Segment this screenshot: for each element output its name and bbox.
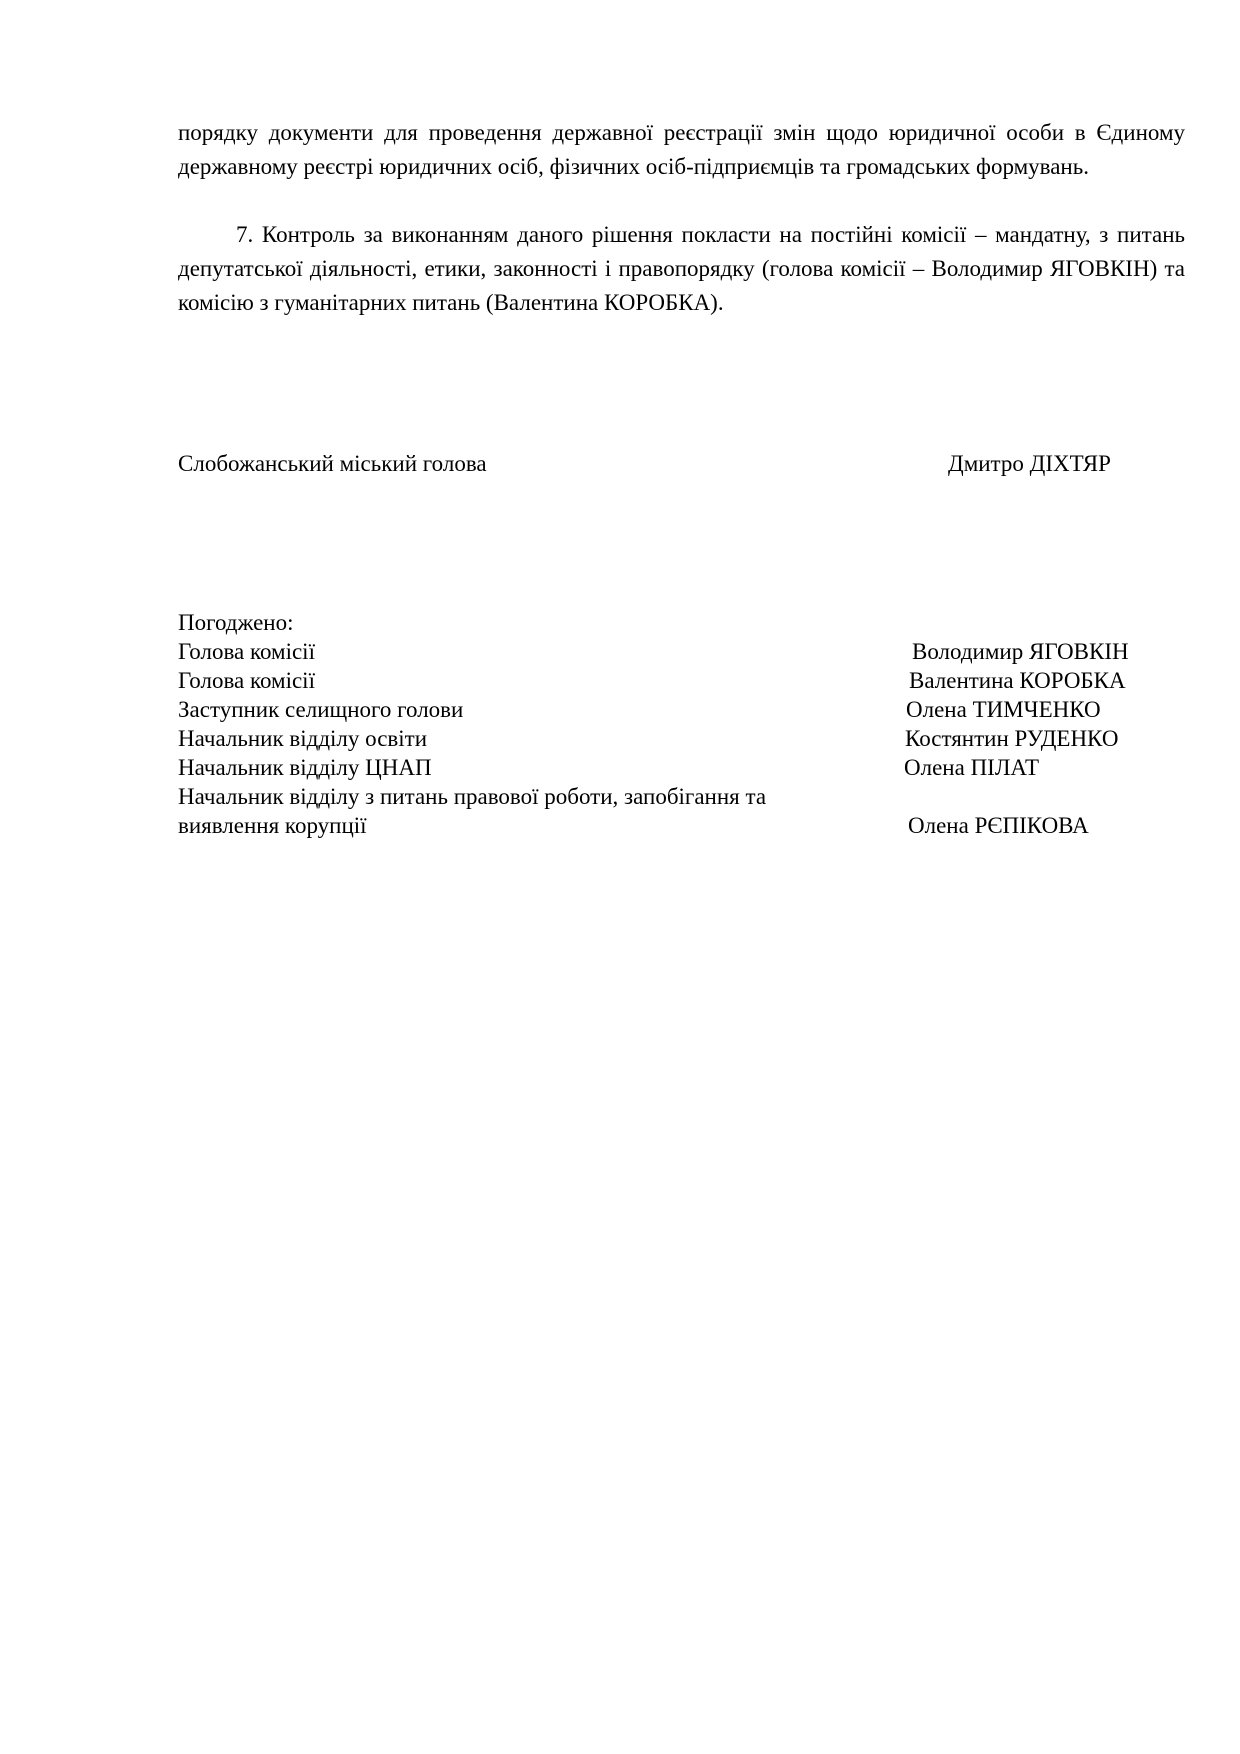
mayor-signature-line: [178, 447, 1178, 481]
approval-row-position: Заступник селищного голови: [178, 697, 464, 722]
approval-row-name: Костянтин РУДЕНКО: [905, 726, 1119, 751]
approval-row-position: Начальник відділу ЦНАП: [178, 755, 432, 780]
signature-name: Дмитро ДІХТЯР: [948, 451, 1111, 476]
approval-row: [178, 782, 1178, 840]
paragraph-item-7: [178, 218, 1185, 320]
approval-row-position: Начальник відділу з питань правової роботи, запобігання та виявлення корупції: [178, 784, 767, 838]
approval-block: [178, 608, 1178, 840]
approval-row-name: Володимир ЯГОВКІН: [912, 639, 1129, 664]
approval-row: [178, 724, 1178, 753]
approval-row-position: Голова комісії: [178, 639, 315, 664]
approval-row: [178, 666, 1178, 695]
approval-row-position: Голова комісії: [178, 668, 315, 693]
approval-heading: Погоджено:: [178, 610, 294, 635]
approval-row-name: Олена РЄПІКОВА: [908, 813, 1089, 838]
paragraph-continuation: порядку документи для проведення державної реєстрації змін щодо юридичної особи в Єдиному державному реєстрі юридичних осіб, фізичних осіб-підприємців та громадських формувань.: [178, 120, 1185, 179]
approval-row-name: Валентина КОРОБКА: [909, 668, 1126, 693]
approval-row-position: Начальник відділу освіти: [178, 726, 428, 751]
approval-row: [178, 753, 1178, 782]
signature-position: Слобожанський міський голова: [178, 451, 487, 476]
approval-row-name: Олена ТИМЧЕНКО: [906, 697, 1101, 722]
approval-row-name: Олена ПІЛАТ: [904, 755, 1040, 780]
approval-row: [178, 637, 1178, 666]
paragraph-item-7-text: 7. Контроль за виконанням даного рішення покласти на постійні комісії – мандатну, з питань депутатської діяльності, етики, законності і правопорядку (голова комісії – Володимир ЯГОВКІН) та комісію з гуманітарних питань (Валентина КОРОБКА).: [178, 222, 1185, 315]
approval-row: [178, 695, 1178, 724]
